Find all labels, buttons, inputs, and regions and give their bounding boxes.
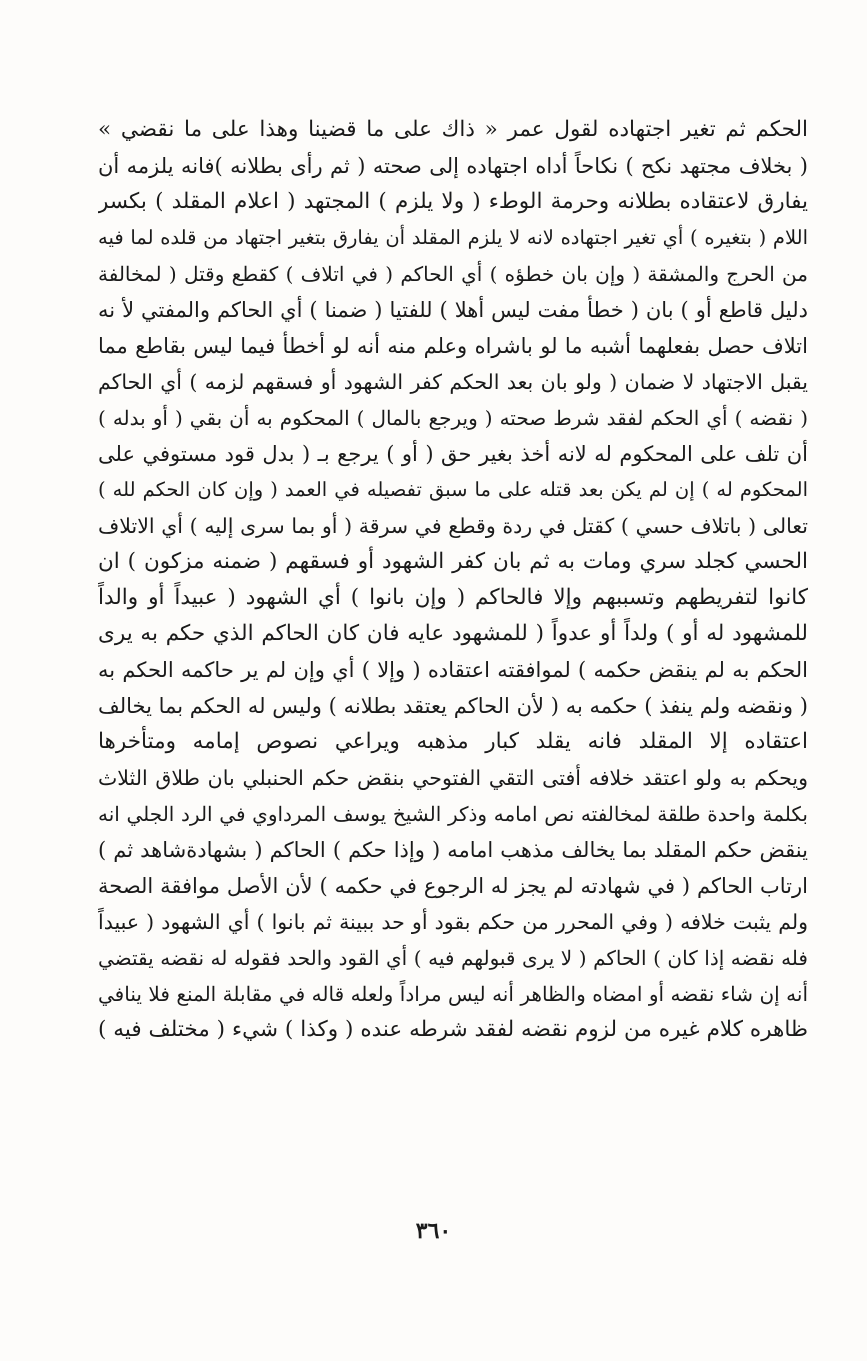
text-line-25: أنه إن شاء نقضه أو امضاه والظاهر أنه ليس مراداً ولعله قاله في مقابلة المنع فلا ينافي [98, 982, 808, 1006]
text-line-20: بكلمة واحدة طلقة لمخالفته نص امامه وذكر الشيخ يوسف المرداوي في الرد الجلي انه [98, 802, 808, 826]
text-line-24: فله نقضه إذا كان ) الحاكم ( لا يرى قبولهم فيه ) أي القود والحد فقوله له نقضه يقتضي [98, 946, 808, 970]
text-line-18: اعتقاده إلا المقلد فانه يقلد كبار مذهبه ويراعي نصوص إمامه ومتأخرها [98, 729, 808, 754]
text-line-8: يقبل الاجتهاد لا ضمان ( ولو بان بعد الحكم كفر الشهود أو فسقهم لزمه ) أي الحاكم [98, 370, 808, 394]
text-line-2: ( بخلاف مجتهد نكح ) نكاحاً أداه اجتهاده إلى صحته ( ثم رأى بطلانه )فانه يلزمه أن [98, 154, 808, 178]
text-line-14: كانوا لتفريطهم وتسببهم وإلا فالحاكم ( وإن بانوا ) أي الشهود ( عبيداً أو والداً [98, 585, 808, 610]
page-number: ٣٦٠ [415, 1218, 452, 1244]
body-text [98, 112, 808, 1048]
text-line-4: اللام ( بتغيره ) أي تغير اجتهاده لانه لا يلزم المقلد أن يفارق بتغير اجتهاد من قلده لما فيه [98, 226, 808, 249]
text-line-6: دليل قاطع أو ) بان ( خطأ مفت ليس أهلا ) للفتيا ( ضمنا ) أي الحاكم والمفتي لأ نه [98, 298, 808, 322]
text-line-13: الحسي كجلد سري ومات به ثم بان كفر الشهود أو فسقهم ( ضمنه مزكون ) ان [98, 549, 808, 574]
text-line-12: تعالى ( باتلاف حسي ) كقتل في ردة وقطع في سرقة ( أو بما سرى إليه ) أي الاتلاف [98, 514, 808, 538]
text-line-22: ارتاب الحاكم ( في شهادته لم يجز له الرجوع في حكمه ) لأن الأصل موافقة الصحة [98, 874, 808, 898]
text-line-5: من الحرج والمشقة ( وإن بان خطؤه ) أي الحاكم ( في اتلاف ) كقطع وقتل ( لمخالفة [98, 262, 808, 286]
text-line-11: المحكوم له ) إن لم يكن بعد قتله على ما سبق تفصيله في العمد ( وإن كان الحكم لله ) [98, 478, 808, 501]
text-line-17: ( ونقضه ولم ينفذ ) حكمه به ( لأن الحاكم يعتقد بطلانه ) وليس له الحكم بما يخالف [98, 694, 808, 718]
text-line-21: ينقض حكم المقلد بما يخالف مذهب امامه ( وإذا حكم ) الحاكم ( بشهادةشاهد ثم ) [98, 838, 808, 862]
text-line-26: ظاهره كلام غيره من لزوم نقضه لفقد شرطه عنده ( وكذا ) شيء ( مختلف فيه ) [98, 1017, 808, 1042]
text-line-9: ( نقضه ) أي الحكم لفقد شرط صحته ( ويرجع بالمال ) المحكوم به أن بقي ( أو بدله ) [98, 406, 808, 430]
text-line-3: يفارق لاعتقاده بطلانه وحرمة الوطء ( ولا يلزم ) المجتهد ( اعلام المقلد ) بكسر [98, 189, 808, 214]
text-line-7: اتلاف حصل بفعلهما أشبه ما لو باشراه وعلم منه أنه لو أخطأ فيما ليس بقاطع مما [98, 334, 808, 358]
text-line-16: الحكم به لم ينقض حكمه ) لموافقته اعتقاده ( وإلا ) أي وإن لم ير حاكمه الحكم به [98, 658, 808, 682]
text-line-1: الحكم ثم تغير اجتهاده لقول عمر « ذاك على ما قضينا وهذا على ما نقضي » [98, 117, 808, 142]
text-line-10: أن تلف على المحكوم له لانه أخذ بغير حق ( أو ) يرجع بـ ( بدل قود مستوفي على [98, 442, 808, 466]
text-line-19: ويحكم به ولو اعتقد خلافه أفتى التقي الفتوحي بنقض حكم الحنبلي بان طلاق الثلاث [98, 766, 808, 790]
text-line-15: للمشهود له أو ) ولداً أو عدواً ( للمشهود عايه فان كان الحاكم الذي حكم به يرى [98, 621, 808, 646]
text-line-23: ولم يثبت خلافه ( وفي المحرر من حكم بقود أو حد ببينة ثم بانوا ) أي الشهود ( عبيداً [98, 910, 808, 934]
